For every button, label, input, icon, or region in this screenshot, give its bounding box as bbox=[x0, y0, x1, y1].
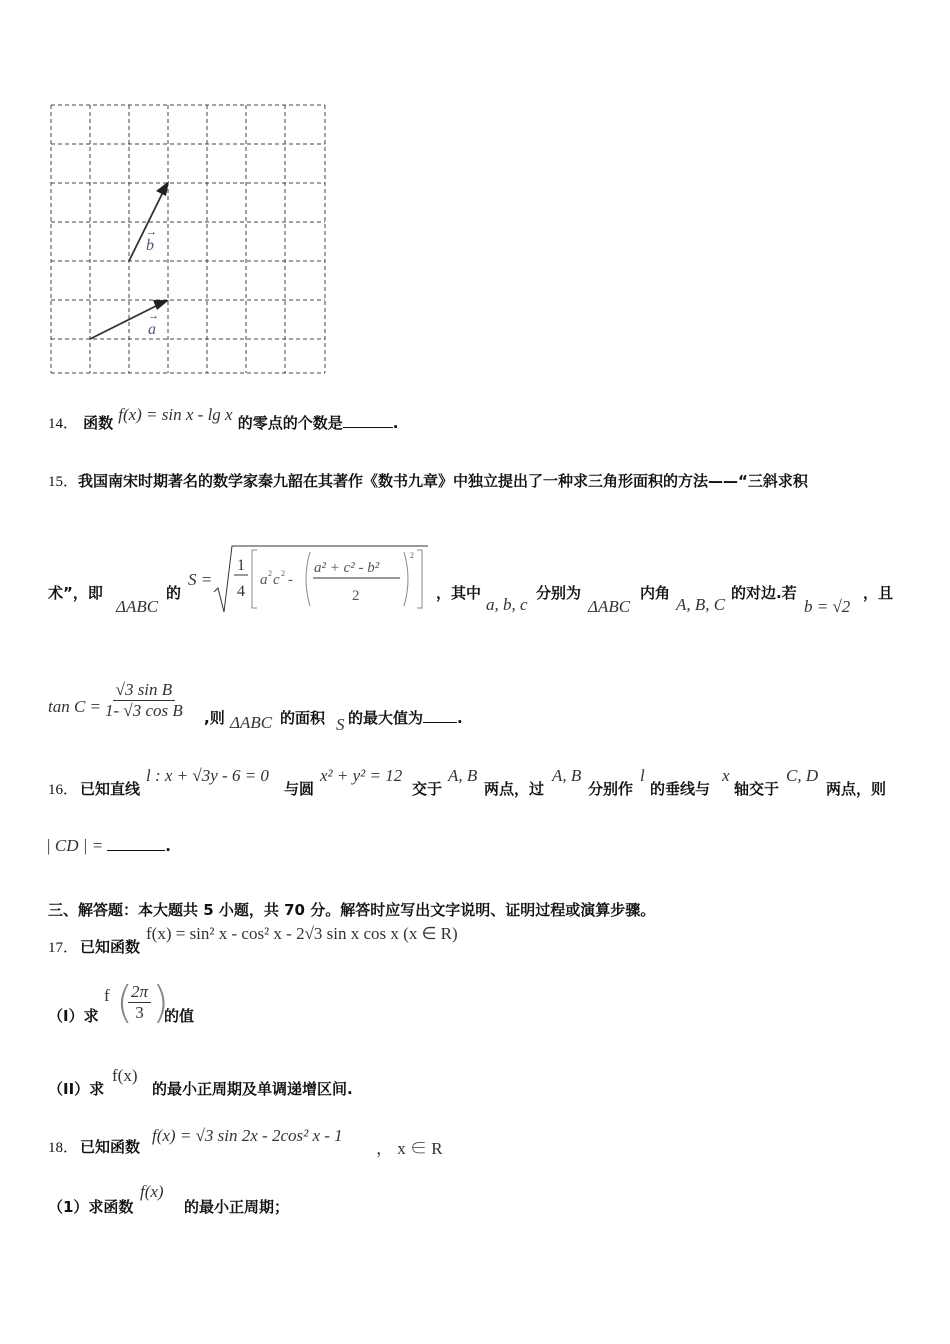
q16-t5: 分别作 bbox=[588, 780, 634, 798]
vector-b-label: b bbox=[146, 237, 154, 254]
q15-angles: A, B, C bbox=[676, 595, 726, 614]
q15-of: 的 bbox=[166, 584, 182, 602]
vector-grid-figure bbox=[50, 104, 328, 376]
q17-p2-f: f(x) bbox=[112, 1066, 138, 1085]
q15-end: . bbox=[457, 709, 463, 727]
svg-text:-: - bbox=[288, 572, 293, 588]
q15-sqrt-formula bbox=[212, 542, 432, 614]
question-14 bbox=[48, 405, 399, 433]
q14-formula: f(x) = sin x - lg x bbox=[118, 405, 233, 424]
q15-ze: ,则 bbox=[204, 709, 225, 727]
q15-triangle-2: ΔABC bbox=[588, 597, 631, 616]
q17-part1 bbox=[48, 977, 448, 1032]
q17-p1-label: （I）求 bbox=[48, 1007, 99, 1025]
q17-p1-num: 2π bbox=[128, 982, 151, 1003]
q18-part1 bbox=[48, 1182, 548, 1218]
q16-ab: A, B bbox=[448, 766, 478, 785]
q15-qizhong: ，其中 bbox=[436, 584, 482, 602]
q18-p1-end: 的最小正周期； bbox=[184, 1198, 290, 1216]
question-15-line3 bbox=[48, 680, 928, 740]
q16-t4: 两点，过 bbox=[484, 780, 545, 798]
q15-tanc: tan C = bbox=[48, 697, 102, 716]
q15-tan-denominator: 1- √3 cos B bbox=[105, 701, 183, 720]
question-15-line2 bbox=[48, 540, 928, 620]
q15-b-eq: b = √2 bbox=[804, 597, 851, 616]
section-3-heading: 三、解答题：本大题共 5 小题，共 70 分。解答时应写出文字说明、证明过程或演算步骤。 bbox=[48, 901, 656, 919]
question-18 bbox=[48, 1124, 928, 1160]
question-15-line1 bbox=[48, 470, 808, 491]
q14-answer-blank bbox=[343, 427, 393, 428]
q16-line-eq: l : x + √3y - 6 = 0 bbox=[146, 766, 269, 785]
q16-end: . bbox=[165, 837, 171, 855]
q18-p1-f: f(x) bbox=[140, 1182, 164, 1201]
vector-a-arrow: → bbox=[148, 310, 159, 322]
q17-p1-f: f bbox=[104, 986, 110, 1005]
q16-t2: 与圆 bbox=[284, 780, 315, 798]
q16-cd: C, D bbox=[786, 766, 819, 785]
svg-text:1: 1 bbox=[237, 557, 245, 574]
vector-b-arrow: → bbox=[146, 226, 157, 238]
q14-suffix: 的零点的个数是 bbox=[237, 414, 343, 432]
svg-text:2: 2 bbox=[281, 569, 285, 578]
svg-text:a² + c² - b²: a² + c² - b² bbox=[314, 560, 380, 576]
q15-formula-s: S = bbox=[188, 570, 213, 589]
q14-end: . bbox=[392, 414, 399, 432]
q15-neijiao: 内角 bbox=[640, 584, 671, 602]
q16-ab-2: A, B bbox=[552, 766, 582, 785]
q18-p1-label: （1）求函数 bbox=[48, 1198, 134, 1216]
q17-t1: 已知函数 bbox=[80, 938, 141, 956]
q15-qie: ，且 bbox=[863, 584, 894, 602]
svg-text:2: 2 bbox=[352, 588, 360, 604]
svg-text:c: c bbox=[273, 572, 280, 588]
q15-line2-start: 术”，即 bbox=[48, 584, 103, 602]
q14-number: 14． bbox=[48, 416, 79, 432]
q15-number: 15． bbox=[48, 474, 79, 490]
q15-tan-numerator: √3 sin B bbox=[113, 680, 176, 701]
question-17 bbox=[48, 922, 928, 958]
q17-p1-fraction bbox=[128, 982, 151, 1023]
q15-s: S bbox=[336, 715, 345, 734]
q15-area-of: 的面积 bbox=[280, 709, 326, 727]
q16-circle-eq: x² + y² = 12 bbox=[320, 766, 403, 785]
q16-t3: 交于 bbox=[412, 780, 443, 798]
q16-t8: 两点，则 bbox=[826, 780, 887, 798]
q16-t6: 的垂线与 bbox=[650, 780, 711, 798]
q15-duibian: 的对边.若 bbox=[731, 584, 797, 602]
q17-p2-label: （II）求 bbox=[48, 1080, 105, 1098]
question-16-line2 bbox=[46, 836, 171, 856]
q17-formula: f(x) = sin² x - cos² x - 2√3 sin x cos x (x ∈ R) bbox=[146, 924, 458, 943]
q16-t7: 轴交于 bbox=[734, 780, 780, 798]
q16-x: x bbox=[722, 766, 730, 785]
vector-a-label: a bbox=[148, 321, 156, 338]
q17-part2 bbox=[48, 1066, 548, 1102]
q15-tan-fraction bbox=[102, 680, 186, 721]
q17-p1-end: 的值 bbox=[164, 1007, 195, 1025]
q18-t1: 已知函数 bbox=[80, 1138, 141, 1156]
q15-max: 的最大值为 bbox=[348, 709, 424, 727]
q16-abs-cd: | CD | = bbox=[46, 836, 104, 855]
svg-text:2: 2 bbox=[268, 569, 272, 578]
svg-text:a: a bbox=[260, 572, 268, 588]
q16-l: l bbox=[640, 766, 645, 785]
q17-p1-lparen: ( bbox=[116, 977, 134, 1028]
q15-fenbie: 分别为 bbox=[536, 584, 582, 602]
q18-number: 18． bbox=[48, 1140, 79, 1156]
q18-domain: ， x ∈ R bbox=[376, 1139, 443, 1158]
q15-max-wrap bbox=[348, 707, 463, 728]
svg-text:2: 2 bbox=[410, 551, 414, 560]
q15-line1-text: 我国南宋时期著名的数学家秦九韶在其著作《数书九章》中独立提出了一种求三角形面积的方法——“三斜求积 bbox=[78, 472, 808, 490]
q15-triangle: ΔABC bbox=[116, 597, 159, 616]
q17-p1-den: 3 bbox=[135, 1003, 144, 1022]
q16-t1: 已知直线 bbox=[80, 780, 141, 798]
q16-number: 16． bbox=[48, 782, 79, 798]
q17-number: 17． bbox=[48, 940, 79, 956]
question-16-line1 bbox=[48, 762, 928, 802]
q15-answer-blank bbox=[423, 722, 457, 723]
svg-text:4: 4 bbox=[237, 583, 245, 600]
q18-formula: f(x) = √3 sin 2x - 2cos² x - 1 bbox=[152, 1126, 343, 1145]
q16-answer-blank bbox=[107, 850, 165, 851]
q17-p1-rparen: ) bbox=[152, 977, 170, 1028]
q17-p2-end: 的最小正周期及单调递增区间. bbox=[152, 1080, 353, 1098]
q14-prefix: 函数 bbox=[83, 414, 114, 432]
q15-abc: a, b, c bbox=[486, 595, 528, 614]
q15-triangle-3: ΔABC bbox=[230, 713, 273, 732]
